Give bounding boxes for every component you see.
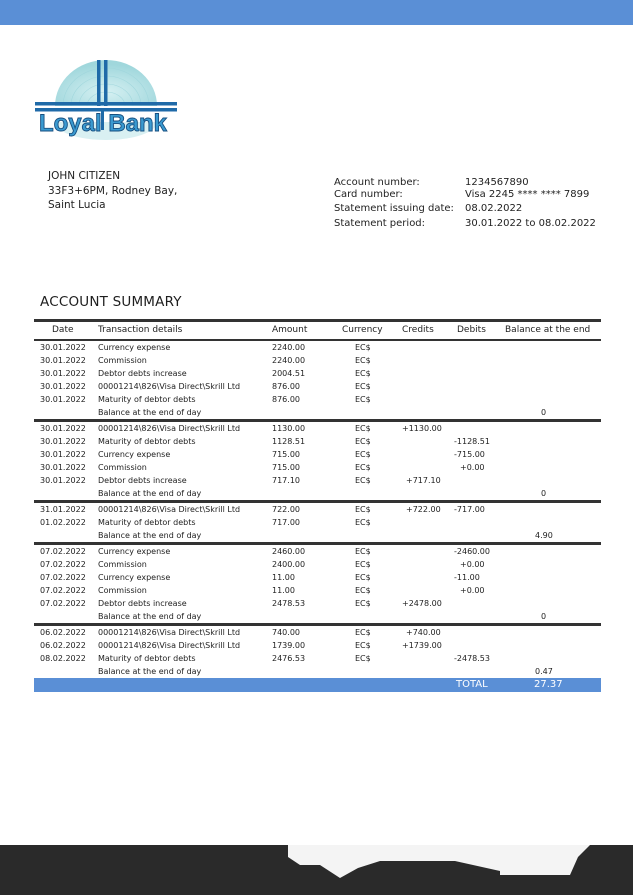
balance-label: Balance at the end of day	[98, 408, 202, 417]
table-row	[34, 380, 601, 393]
table-row	[34, 516, 601, 529]
row-currency: EC$	[355, 382, 371, 391]
balance-label: Balance at the end of day	[98, 489, 202, 498]
row-details: Maturity of debtor debts	[98, 654, 196, 663]
row-credit: +1130.00	[402, 424, 442, 433]
row-currency: EC$	[355, 450, 371, 459]
table-row	[34, 474, 601, 487]
row-currency: EC$	[355, 424, 371, 433]
column-header-debits: Debits	[457, 325, 486, 335]
column-header-amount: Amount	[272, 325, 308, 335]
total-label: TOTAL	[456, 679, 488, 690]
transaction-group	[34, 503, 601, 545]
table-row	[34, 571, 601, 584]
row-amount: 876.00	[272, 382, 300, 391]
balance-row	[34, 406, 601, 419]
row-details: Debtor debts increase	[98, 476, 187, 485]
row-currency: EC$	[355, 547, 371, 556]
balance-row	[34, 665, 601, 678]
table-row	[34, 639, 601, 652]
row-credit: +2478.00	[402, 599, 442, 608]
row-debit: +0.00	[460, 586, 485, 595]
row-date: 07.02.2022	[40, 547, 86, 556]
row-currency: EC$	[355, 505, 371, 514]
row-currency: EC$	[355, 343, 371, 352]
row-details: Currency expense	[98, 573, 171, 582]
table-row	[34, 597, 601, 610]
row-details: Maturity of debtor debts	[98, 437, 196, 446]
row-currency: EC$	[355, 518, 371, 527]
column-header-balance: Balance at the end	[505, 325, 591, 335]
row-debit: -11.00	[454, 573, 480, 582]
table-row	[34, 435, 601, 448]
statement-period-label: Statement period:	[334, 217, 426, 229]
account-summary-title: ACCOUNT SUMMARY	[40, 294, 182, 310]
row-date: 30.01.2022	[40, 343, 86, 352]
row-date: 30.01.2022	[40, 424, 86, 433]
row-amount: 722.00	[272, 505, 300, 514]
row-debit: +0.00	[460, 463, 485, 472]
top-accent-bar	[0, 0, 633, 25]
row-date: 01.02.2022	[40, 518, 86, 527]
row-date: 30.01.2022	[40, 450, 86, 459]
row-details: Currency expense	[98, 343, 171, 352]
column-header-credits: Credits	[402, 325, 434, 335]
row-amount: 717.10	[272, 476, 300, 485]
row-amount: 715.00	[272, 450, 300, 459]
row-debit: -2478.53	[454, 654, 490, 663]
row-date: 06.02.2022	[40, 641, 86, 650]
table-row	[34, 461, 601, 474]
row-credit: +740.00	[406, 628, 441, 637]
row-amount: 2400.00	[272, 560, 306, 569]
row-currency: EC$	[355, 463, 371, 472]
table-row	[34, 626, 601, 639]
row-credit: +722.00	[406, 505, 441, 514]
table-row	[34, 652, 601, 665]
issuing-date-value: 08.02.2022	[465, 203, 523, 215]
row-date: 07.02.2022	[40, 560, 86, 569]
statement-period-value: 30.01.2022 to 08.02.2022	[465, 217, 596, 229]
balance-value: 0	[541, 489, 547, 498]
balance-value: 0	[541, 408, 547, 417]
logo-wordmark: Loyal Bank	[38, 110, 168, 137]
row-date: 07.02.2022	[40, 573, 86, 582]
row-debit: +0.00	[460, 560, 485, 569]
column-header-currency: Currency	[342, 325, 383, 335]
table-header	[34, 319, 601, 341]
card-number-value: Visa 2245 **** **** 7899	[465, 189, 590, 201]
row-date: 30.01.2022	[40, 382, 86, 391]
row-date: 30.01.2022	[40, 463, 86, 472]
loyal-bank-logo	[33, 58, 179, 140]
row-details: 00001214\826\Visa Direct\Skrill Ltd	[98, 641, 241, 650]
row-date: 06.02.2022	[40, 628, 86, 637]
row-details: Commission	[98, 356, 147, 365]
row-date: 30.01.2022	[40, 476, 86, 485]
table-row	[34, 558, 601, 571]
row-date: 07.02.2022	[40, 599, 86, 608]
row-currency: EC$	[355, 356, 371, 365]
table-row	[34, 545, 601, 558]
row-details: 00001214\826\Visa Direct\Skrill Ltd	[98, 628, 241, 637]
row-amount: 2240.00	[272, 356, 306, 365]
row-details: 00001214\826\Visa Direct\Skrill Ltd	[98, 424, 241, 433]
row-details: Debtor debts increase	[98, 599, 187, 608]
row-date: 07.02.2022	[40, 586, 86, 595]
row-currency: EC$	[355, 369, 371, 378]
row-details: Commission	[98, 586, 147, 595]
row-date: 30.01.2022	[40, 395, 86, 404]
customer-address-block	[48, 169, 177, 213]
row-credit: +1739.00	[402, 641, 442, 650]
row-details: Debtor debts increase	[98, 369, 187, 378]
row-currency: EC$	[355, 654, 371, 663]
balance-value: 0	[541, 612, 547, 621]
total-value: 27.37	[534, 679, 563, 690]
row-amount: 2240.00	[272, 343, 306, 352]
balance-row	[34, 487, 601, 500]
table-row	[34, 341, 601, 354]
card-number-label: Card number:	[334, 189, 403, 201]
row-debit: -1128.51	[454, 437, 490, 446]
balance-value: 0.47	[535, 667, 553, 676]
row-details: Commission	[98, 463, 147, 472]
row-amount: 2478.53	[272, 599, 306, 608]
account-number-label: Account number:	[334, 177, 420, 188]
balance-label: Balance at the end of day	[98, 612, 202, 621]
row-amount: 2460.00	[272, 547, 306, 556]
customer-address-line1: 33F3+6PM, Rodney Bay,	[48, 184, 178, 197]
balance-row	[34, 529, 601, 542]
total-bar	[34, 678, 601, 692]
row-amount: 876.00	[272, 395, 300, 404]
account-summary-table	[34, 319, 601, 692]
column-header-details: Transaction details	[98, 325, 183, 335]
customer-address-line2: Saint Lucia	[48, 199, 106, 211]
dark-footer-band	[0, 845, 633, 895]
row-amount: 1739.00	[272, 641, 306, 650]
balance-row	[34, 610, 601, 623]
row-currency: EC$	[355, 599, 371, 608]
row-currency: EC$	[355, 586, 371, 595]
row-details: Maturity of debtor debts	[98, 518, 196, 527]
row-details: 00001214\826\Visa Direct\Skrill Ltd	[98, 382, 241, 391]
account-number-value: 1234567890	[465, 177, 529, 188]
transaction-group	[34, 626, 601, 678]
row-details: Maturity of debtor debts	[98, 395, 196, 404]
row-currency: EC$	[355, 395, 371, 404]
customer-name: JOHN CITIZEN	[48, 170, 121, 182]
row-credit: +717.10	[406, 476, 441, 485]
transaction-group	[34, 545, 601, 626]
row-date: 30.01.2022	[40, 356, 86, 365]
row-amount: 2476.53	[272, 654, 306, 663]
row-debit: -717.00	[454, 505, 485, 514]
row-details: Currency expense	[98, 450, 171, 459]
row-debit: -2460.00	[454, 547, 490, 556]
column-header-date: Date	[52, 325, 74, 335]
row-details: 00001214\826\Visa Direct\Skrill Ltd	[98, 505, 241, 514]
row-currency: EC$	[355, 628, 371, 637]
table-row	[34, 584, 601, 597]
balance-value: 4.90	[535, 531, 553, 540]
transaction-group	[34, 341, 601, 422]
row-details: Commission	[98, 560, 147, 569]
row-amount: 2004.51	[272, 369, 306, 378]
row-debit: -715.00	[454, 450, 485, 459]
row-details: Currency expense	[98, 547, 171, 556]
table-row	[34, 367, 601, 380]
row-amount: 715.00	[272, 463, 300, 472]
row-currency: EC$	[355, 437, 371, 446]
issuing-date-label: Statement issuing date:	[334, 203, 454, 215]
row-date: 30.01.2022	[40, 437, 86, 446]
row-amount: 11.00	[272, 586, 295, 595]
row-date: 30.01.2022	[40, 369, 86, 378]
balance-label: Balance at the end of day	[98, 531, 202, 540]
transaction-group	[34, 422, 601, 503]
table-row	[34, 503, 601, 516]
row-amount: 740.00	[272, 628, 300, 637]
row-amount: 717.00	[272, 518, 300, 527]
row-date: 31.01.2022	[40, 505, 86, 514]
row-date: 08.02.2022	[40, 654, 86, 663]
row-currency: EC$	[355, 560, 371, 569]
row-amount: 1130.00	[272, 424, 306, 433]
table-row	[34, 354, 601, 367]
balance-label: Balance at the end of day	[98, 667, 202, 676]
table-row	[34, 422, 601, 435]
row-currency: EC$	[355, 641, 371, 650]
table-row	[34, 393, 601, 406]
transaction-groups	[34, 341, 601, 678]
row-amount: 1128.51	[272, 437, 306, 446]
row-currency: EC$	[355, 476, 371, 485]
row-currency: EC$	[355, 573, 371, 582]
row-amount: 11.00	[272, 573, 295, 582]
table-row	[34, 448, 601, 461]
